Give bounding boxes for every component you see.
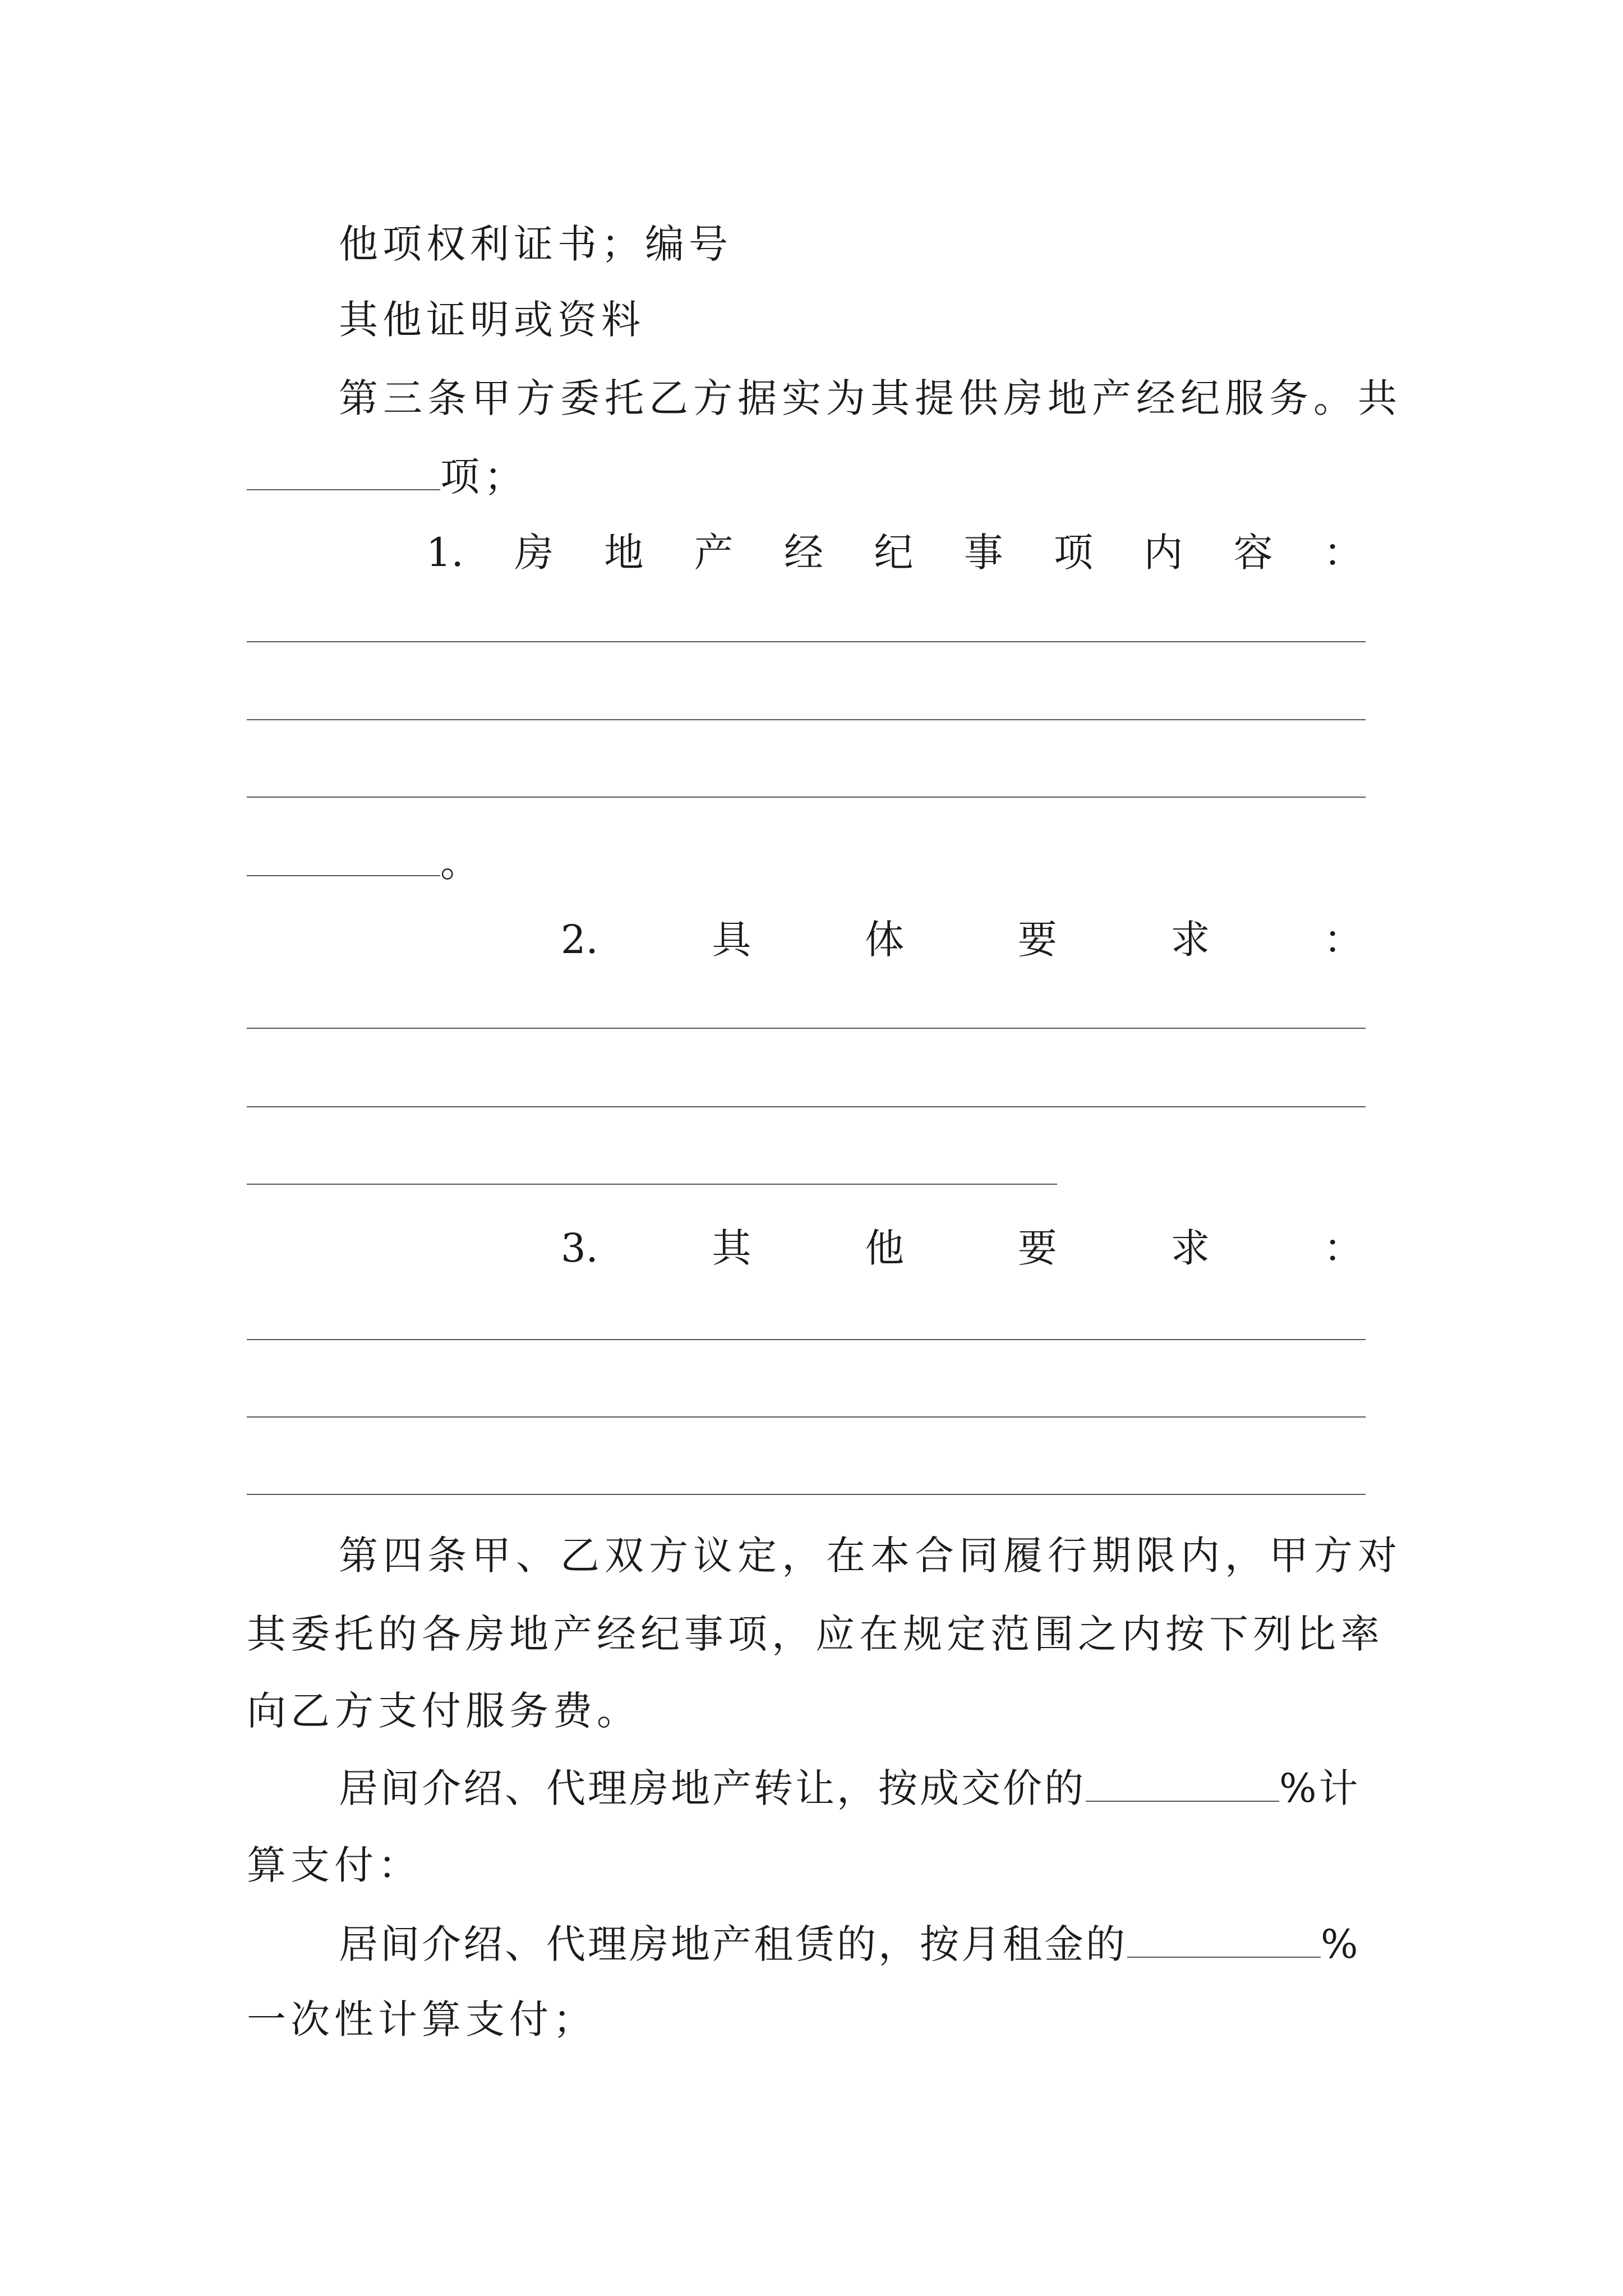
blank-line[interactable] — [247, 1416, 1366, 1418]
transfer-rate-field[interactable] — [1086, 1767, 1279, 1802]
fee-transfer-line-2: 算支付： — [247, 1842, 422, 1888]
item-2-label — [561, 917, 1363, 963]
blank-line[interactable] — [247, 1494, 1366, 1495]
item-2-char: 2. — [561, 917, 598, 963]
fee-lease-text: 居间介绍、代理房地产租赁的，按月租金的 — [339, 1921, 1127, 1967]
item-1-char: 容 — [1233, 530, 1273, 576]
item-1-char: 项 — [1053, 530, 1093, 576]
item-1-char: 房 — [514, 530, 554, 576]
item-1-char: ： — [1323, 530, 1363, 576]
item-1-char: 产 — [694, 530, 734, 576]
blank-line[interactable] — [247, 1184, 1057, 1185]
fee-lease-line — [339, 1921, 1361, 1967]
item-1-char: 纪 — [874, 530, 914, 576]
blank-line[interactable] — [247, 641, 1366, 642]
item-count-suffix: 项； — [440, 454, 528, 500]
fee-lease-line-2: 一次性计算支付； — [247, 1996, 597, 2042]
item-3-char: 要 — [1017, 1225, 1057, 1271]
lease-rate-field[interactable] — [1127, 1923, 1321, 1958]
item-3-char: 求 — [1170, 1225, 1210, 1271]
item-2-char: 体 — [865, 917, 905, 963]
item-2-char: 具 — [712, 917, 751, 963]
line-other-documents: 其他证明或资料 — [339, 297, 645, 343]
item-3-char: 他 — [865, 1225, 905, 1271]
item-1-char: 地 — [604, 530, 644, 576]
line-item-1-end — [247, 840, 484, 886]
item-3-char: 3. — [561, 1225, 598, 1271]
blank-line[interactable] — [247, 1106, 1366, 1107]
item-3-char: 其 — [712, 1225, 751, 1271]
item-1-label — [426, 530, 1363, 576]
item-3-label — [561, 1225, 1363, 1271]
fee-lease-unit: % — [1321, 1921, 1361, 1967]
item-2-char: 求 — [1170, 917, 1210, 963]
article-4-line-1: 第四条甲、乙双方议定，在本合同履行期限内，甲方对 — [339, 1533, 1402, 1579]
blank-line[interactable] — [247, 797, 1366, 798]
item-2-char: ： — [1324, 917, 1363, 963]
item-2-char: 要 — [1017, 917, 1057, 963]
blank-field[interactable] — [247, 455, 440, 490]
item-1-period: 。 — [440, 840, 484, 886]
item-1-char: 经 — [784, 530, 824, 576]
blank-field[interactable] — [247, 841, 440, 876]
item-3-char: ： — [1324, 1225, 1363, 1271]
blank-line[interactable] — [247, 1028, 1366, 1029]
fee-transfer-unit: %计 — [1279, 1765, 1361, 1811]
item-1-char: 内 — [1144, 530, 1183, 576]
fee-transfer-line — [339, 1765, 1361, 1811]
article-3-heading: 第三条甲方委托乙方据实为其提供房地产经纪服务。共 — [339, 375, 1402, 421]
line-other-rights-certificate: 他项权利证书；编号 — [339, 221, 732, 267]
blank-line[interactable] — [247, 1339, 1366, 1340]
item-1-char: 事 — [963, 530, 1003, 576]
article-4-line-2: 其委托的各房地产经纪事项，应在规定范围之内按下列比率 — [247, 1611, 1384, 1657]
item-1-char: 1. — [426, 530, 464, 576]
fee-transfer-text: 居间介绍、代理房地产转让，按成交价的 — [339, 1765, 1086, 1811]
article-4-line-3: 向乙方支付服务费。 — [247, 1688, 640, 1734]
blank-line[interactable] — [247, 719, 1366, 720]
line-item-count — [247, 454, 528, 500]
